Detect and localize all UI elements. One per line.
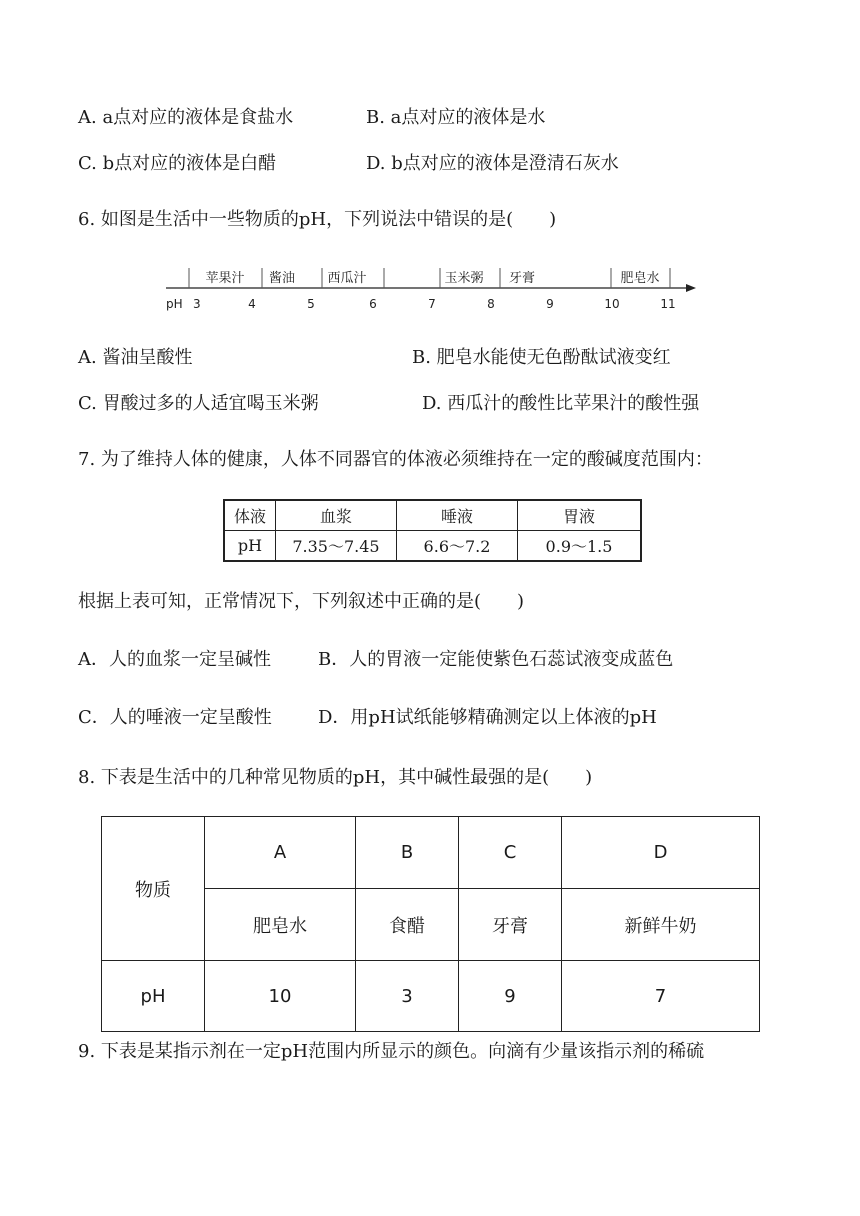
q7-option-c: C．人的唾液一定呈酸性 bbox=[78, 707, 272, 728]
q6-option-d: D. 西瓜汁的酸性比苹果汁的酸性强 bbox=[422, 393, 700, 414]
table-cell: B bbox=[356, 817, 459, 889]
ph-substance-label: 西瓜汁 bbox=[327, 271, 367, 286]
table-cell: 3 bbox=[356, 961, 459, 1032]
ph-tick-label: 7 bbox=[428, 297, 436, 311]
table-cell: 7 bbox=[562, 961, 760, 1032]
table-cell: 胃液 bbox=[518, 500, 642, 531]
table-cell: C bbox=[459, 817, 562, 889]
table-cell: D bbox=[562, 817, 760, 889]
ph-axis-label: pH bbox=[166, 297, 183, 311]
q5-option-b: B. a点对应的液体是水 bbox=[366, 107, 546, 128]
ph-substance-group bbox=[189, 268, 670, 288]
q6-stem: 6. 如图是生活中一些物质的pH，下列说法中错误的是( ) bbox=[78, 209, 557, 230]
table-cell: A bbox=[205, 817, 356, 889]
ph-axis-arrow bbox=[686, 284, 696, 292]
table-cell: 体液 bbox=[224, 500, 276, 531]
table-cell: 0.9～1.5 bbox=[518, 531, 642, 562]
q6-option-b: B. 肥皂水能使无色酚酞试液变红 bbox=[412, 347, 671, 368]
q5-option-c: C. b点对应的液体是白醋 bbox=[78, 153, 277, 174]
ph-tick-label: 5 bbox=[307, 297, 315, 311]
table-row bbox=[102, 817, 760, 889]
table-cell: 6.6～7.2 bbox=[397, 531, 518, 562]
table-row bbox=[224, 500, 641, 531]
table-cell: 血浆 bbox=[276, 500, 397, 531]
ph-substance-label: 玉米粥 bbox=[444, 271, 484, 286]
q7-option-b: B．人的胃液一定能使紫色石蕊试液变成蓝色 bbox=[318, 649, 674, 670]
ph-substance-label: 苹果汁 bbox=[205, 271, 245, 286]
ph-tick-group bbox=[193, 297, 676, 311]
ph-tick-label: 9 bbox=[546, 297, 554, 311]
ph-tick-label: 4 bbox=[248, 297, 256, 311]
q8-table bbox=[101, 816, 760, 1032]
ph-scale-figure bbox=[162, 262, 702, 316]
table-cell: pH bbox=[224, 531, 276, 562]
ph-tick-label: 11 bbox=[660, 297, 676, 311]
table-cell: 食醋 bbox=[356, 889, 459, 961]
q6-option-c: C. 胃酸过多的人适宜喝玉米粥 bbox=[78, 393, 319, 414]
q8-stem: 8. 下表是生活中的几种常见物质的pH，其中碱性最强的是( ) bbox=[78, 767, 593, 788]
q5-option-a: A. a点对应的液体是食盐水 bbox=[78, 107, 294, 128]
ph-substance-label: 肥皂水 bbox=[620, 271, 660, 286]
ph-tick-label: 10 bbox=[604, 297, 620, 311]
ph-substance-label: 牙膏 bbox=[508, 271, 536, 286]
table-row bbox=[102, 961, 760, 1032]
table-cell-row-label: pH bbox=[102, 961, 205, 1032]
q7-stem: 7. 为了维持人体的健康，人体不同器官的体液必须维持在一定的酸碱度范围内： bbox=[78, 449, 713, 470]
table-cell: 唾液 bbox=[397, 500, 518, 531]
q6-option-a: A. 酱油呈酸性 bbox=[78, 347, 193, 368]
q7-option-a: A．人的血浆一定呈碱性 bbox=[78, 649, 271, 670]
table-cell-row-label: 物质 bbox=[102, 817, 205, 961]
ph-tick-label: 8 bbox=[487, 297, 495, 311]
q5-option-d: D. b点对应的液体是澄清石灰水 bbox=[366, 153, 619, 174]
table-cell: 牙膏 bbox=[459, 889, 562, 961]
q9-stem: 9. 下表是某指示剂在一定pH范围内所显示的颜色。向滴有少量该指示剂的稀硫 bbox=[78, 1041, 705, 1062]
table-cell: 9 bbox=[459, 961, 562, 1032]
q7-option-d: D．用pH试纸能够精确测定以上体液的pH bbox=[318, 707, 657, 728]
ph-tick-label: 6 bbox=[369, 297, 377, 311]
table-cell: 新鲜牛奶 bbox=[562, 889, 760, 961]
ph-tick-label: 3 bbox=[193, 297, 201, 311]
table-cell: 10 bbox=[205, 961, 356, 1032]
q7-table bbox=[223, 499, 642, 562]
table-row bbox=[224, 531, 641, 562]
ph-substance-label: 酱油 bbox=[268, 271, 296, 286]
q7-follow-text: 根据上表可知，正常情况下，下列叙述中正确的是( ) bbox=[78, 591, 525, 612]
table-cell: 7.35～7.45 bbox=[276, 531, 397, 562]
table-cell: 肥皂水 bbox=[205, 889, 356, 961]
